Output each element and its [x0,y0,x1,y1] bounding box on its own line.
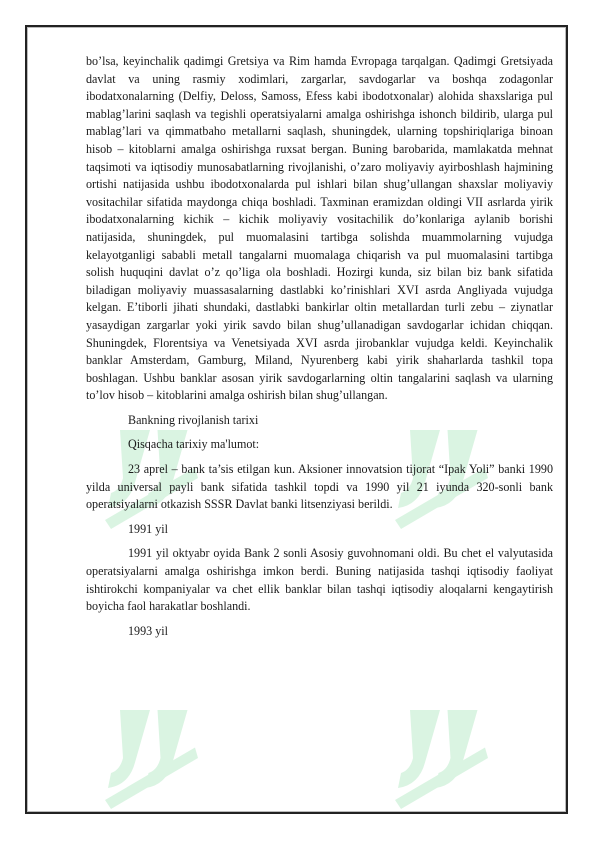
year-heading: 1991 yil [128,521,168,536]
year-heading: 1993 yil [128,623,168,638]
subheading: Qisqacha tarixiy ma'lumot: [128,437,260,452]
body-paragraph: 1991 yil oktyabr oyida Bank 2 sonli Asosiy guvohnomani oldi. Bu chet el valyutasida operatsiyalarni amalga oshirishga imkon berdi. Buning natijasida tashqi iqtisodiy faoliyat ishtirokchi kompaniyalar va chet ellik banklar bilan tashqi iqtisodiy aloqalarni kengaytirish boyicha faol harakatlar boshlandi. [86,546,553,614]
document-body [86,53,553,640]
body-paragraph: bo’lsa, keyinchalik qadimgi Gretsiya va Rim hamda Evropaga tarqalgan. Qadimgi Gretsiyada davlat va uning rasmiy xodimlari, zargarlar, savdogarlar va boshqa zodagonlar ibodatxonalarning (Delfiy, Deloss, Samoss, Efess kabi ibodotxonalar) alohida shaxslariga pul mablag’larini saqlash va tegishli operatsiyalarni amalga oshirishga ishonch bildirib, ularga pul mablag’lari va qimmatbaho metallarni saqlash, shuningdek, ularning topshiriqlariga binoan hisob – kitoblarni amalga oshirishga ruxsat bergan. Buning barobarida, mamlakatda mehnat taqsimoti va iqtisodiy munosabatlarning rivojlanishi, o’zaro moliyaviy ayirboshlash hajmining ortishi natijasida ushbu ibodotxonalarda pul ishlari bilan shug’ullangan shaxslar moliyaviy vositachilar sifatida maydonga chiqa boshladi. Taxminan eramizdan oldingi VII asrlarda yirik ibodatxonalarning kichik – kichik moliyaviy vositachilik do’konlariga aylanib borishi natijasida, shuningdek, pul muomalasini tartibga solishda muammolarning vujudga kelayotganligi sababli metall tangalarni muomalaga chiqarish va pul muomalasini tartibga solish huquqini davlat o’z qo’liga ola boshladi. Hozirgi kunda, siz bilan biz bank sifatida biladigan moliyaviy muassasalarning dastlabki ko’rinishlari XVI asrda Angliyada vujudga kelgan. E’tiborli jihati shundaki, dastlabki bankirlar oltin metallardan turli zebu – ziynatlar yasaydigan zargarlar yoki yirik savdo bilan shug’ullanadigan savdogarlar ichidan chiqqan. Shuningdek, Florentsiya va Venetsiyada XVI asrda jirobanklar vujudga keldi. Keyinchalik banklar Amsterdam, Gamburg, Miland, Nyurenberg kabi yirik shaharlarda tashkil topa boshlagan. Ushbu banklar asosan yirik savdogarlarning oltin tangalarini saqlash va ularning to’lov hisob – kitoblarini amalga oshirish bilan shug’ullangan. [86,54,553,403]
section-heading: Bankning rivojlanish tarixi [128,412,259,427]
body-paragraph: 23 aprel – bank ta’sis etilgan kun. Aksioner innovatsion tijorat “Ipak Yoli” banki 1990 yilda universal payli bank sifatida tashkil topdi va 1990 yil 21 iyunda 320-sonli bank operatsiyalarni otkazish SSSR Davlat banki litsenziyasi berildi. [86,462,553,512]
